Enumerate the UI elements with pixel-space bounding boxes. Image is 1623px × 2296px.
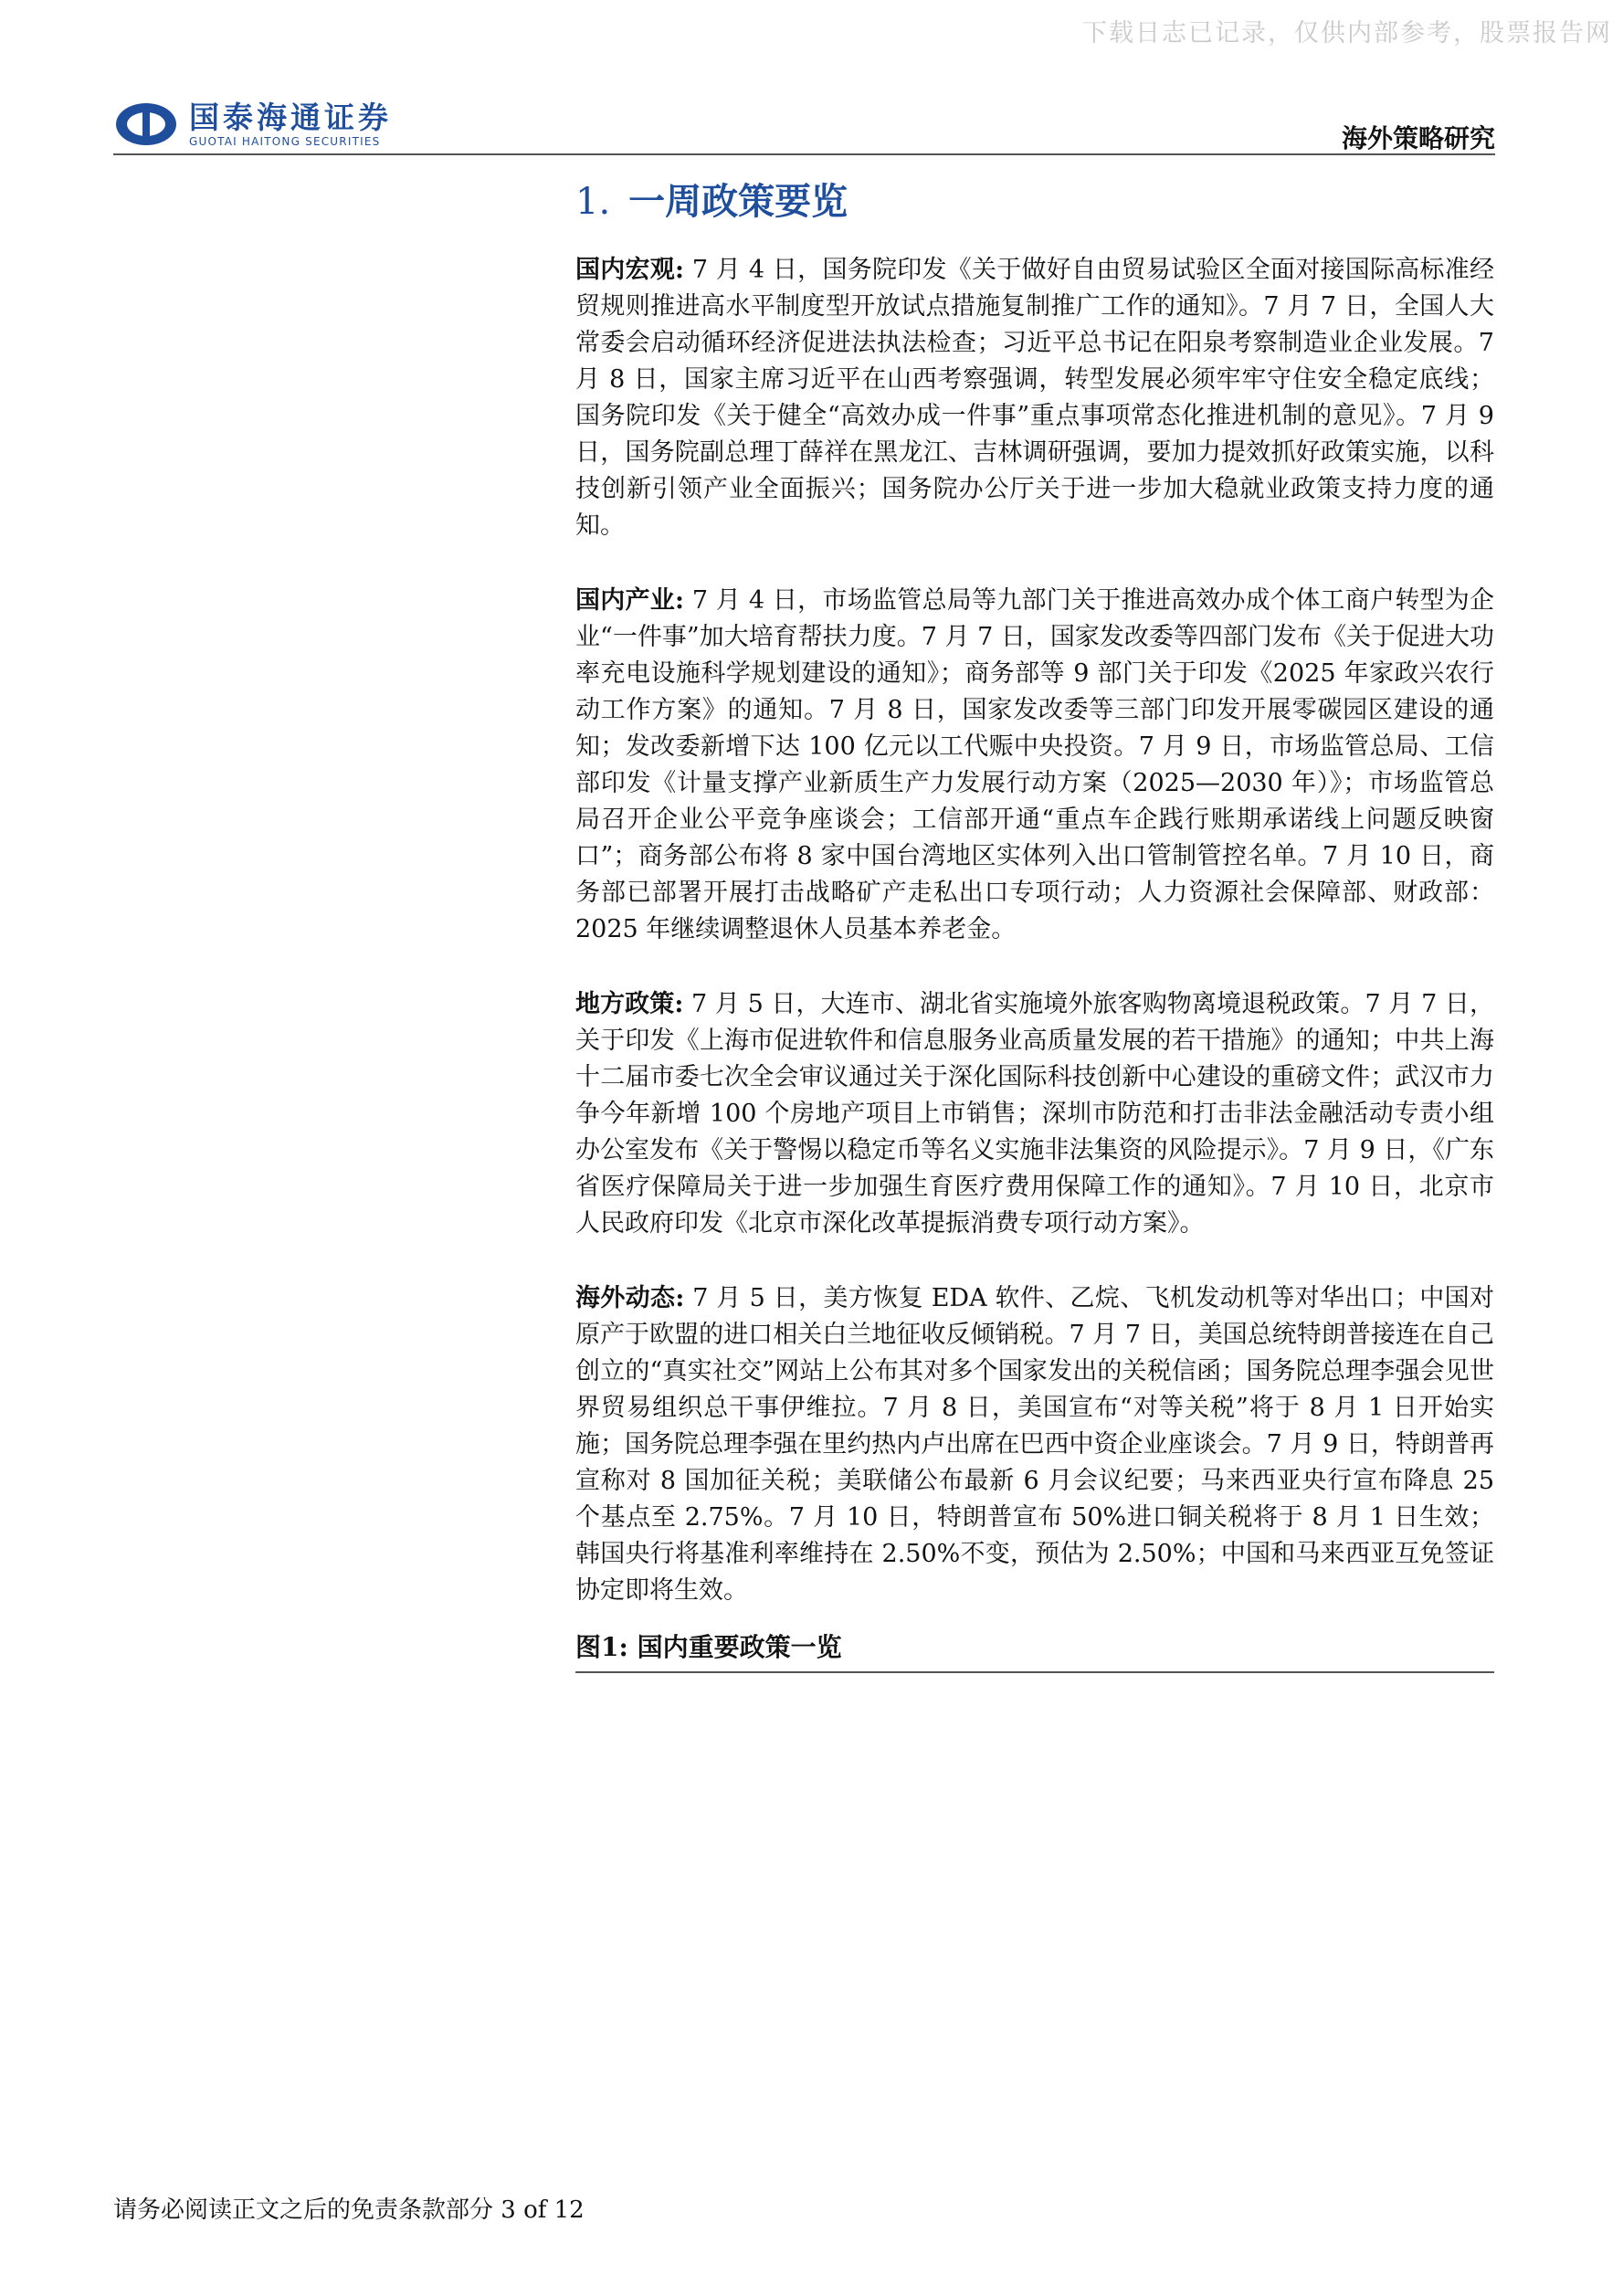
paragraph-text: 7 月 5 日，大连市、湖北省实施境外旅客购物离境退税政策。7 月 7 日，关于印发《上海市促进软件和信息服务业高质量发展的若干措施》的通知；中共上海十二届市委七次全会审议通过关于深化国际科技创新中心建设的重磅文件；武汉市力争今年新增 100 个房地产项目上市销售；深圳市防范和打击非法金融活动专责小组办公室发布《关于警惕以稳定币等名义实施非法集资的风险提示》。7 月 9 日，《广东省医疗保障局关于进一步加强生育医疗费用保障工作的通知》。7 月 10 日，北京市人民政府印发《北京市深化改革提振消费专项行动方案》。 xyxy=(575,990,1494,1238)
watermark: 下载日志已记录，仅供内部参考，股票报告网 xyxy=(1082,19,1612,47)
report-category: 海外策略研究 xyxy=(1341,123,1495,153)
paragraph-domestic-industry xyxy=(575,583,1494,948)
company-logo xyxy=(114,100,392,148)
paragraph-text: 7 月 4 日，市场监管总局等九部门关于推进高效办成个体工商户转型为企业“一件事”加大培育帮扶力度。7 月 7 日，国家发改委等四部门发布《关于促进大功率充电设施科学规划建设的通知》；商务部等 9 部门关于印发《2025 年家政兴农行动工作方案》的通知。7 月 8 日，国家发改委等三部门印发开展零碳园区建设的通知；发改委新增下达 100 亿元以工代赈中央投资。7 月 9 日，市场监管总局、工信部印发《计量支撑产业新质生产力发展行动方案（2025—2030 年）》；市场监管总局召开企业公平竞争座谈会；工信部开通“重点车企践行账期承诺线上问题反映窗口”；商务部公布将 8 家中国台湾地区实体列入出口管制管控名单。7 月 10 日，商务部已部署开展打击战略矿产走私出口专项行动；人力资源社会保障部、财政部：2025 年继续调整退休人员基本养老金。 xyxy=(575,586,1495,943)
section-title xyxy=(575,175,1494,228)
figure-caption: 图1: 国内重要政策一览 xyxy=(575,1629,1494,1673)
main-content xyxy=(575,175,1494,1673)
page-footer: 请务必阅读正文之后的免责条款部分 3 of 12 xyxy=(113,2196,585,2224)
paragraph-text: 7 月 5 日，美方恢复 EDA 软件、乙烷、飞机发动机等对华出口；中国对原产于欧盟的进口相关白兰地征收反倾销税。7 月 7 日，美国总统特朗普接连在自己创立的“真实社交”网站上公布其对多个国家发出的关税信函；国务院总理李强会见世界贸易组织总干事伊维拉。7 月 8 日，美国宣布“对等关税”将于 8 月 1 日开始实施；国务院总理李强在里约热内卢出席在巴西中资企业座谈会。7 月 9 日，特朗普再宣称对 8 国加征关税；美联储公布最新 6 月会议纪要；马来西亚央行宣布降息 25 个基点至 2.75%。7 月 10 日，特朗普宣布 50%进口铜关税将于 8 月 1 日生效；韩国央行将基准利率维持在 2.50%不变，预估为 2.50%；中国和马来西亚互免签证协定即将生效。 xyxy=(575,1284,1494,1605)
header-divider xyxy=(113,153,1495,155)
logo-english-name: GUOTAI HAITONG SECURITIES xyxy=(189,135,381,148)
paragraph-overseas xyxy=(575,1280,1494,1609)
paragraph-domestic-macro xyxy=(575,252,1494,544)
company-logo-icon xyxy=(114,101,178,147)
paragraph-lead: 国内宏观: xyxy=(575,256,684,284)
section-title-text: 一周政策要览 xyxy=(628,181,848,223)
paragraph-text: 7 月 4 日，国务院印发《关于做好自由贸易试验区全面对接国际高标准经贸规则推进高水平制度型开放试点措施复制推广工作的通知》。7 月 7 日，全国人大常委会启动循环经济促进法执法检查；习近平总书记在阳泉考察制造业企业发展。7 月 8 日，国家主席习近平在山西考察强调，转型发展必须牢牢守住安全稳定底线；国务院印发《关于健全“高效办成一件事”重点事项常态化推进机制的意见》。7 月 9 日，国务院副总理丁薛祥在黑龙江、吉林调研强调，要加力提效抓好政策实施，以科技创新引领产业全面振兴；国务院办公厅关于进一步加大稳就业政策支持力度的通知。 xyxy=(575,256,1495,540)
paragraph-lead: 国内产业: xyxy=(575,586,684,615)
paragraph-local-policy xyxy=(575,986,1494,1242)
section-number: 1. xyxy=(575,181,611,223)
paragraph-lead: 地方政策: xyxy=(575,990,684,1018)
paragraph-lead: 海外动态: xyxy=(575,1284,685,1312)
logo-chinese-name: 国泰海通证券 xyxy=(189,100,392,135)
